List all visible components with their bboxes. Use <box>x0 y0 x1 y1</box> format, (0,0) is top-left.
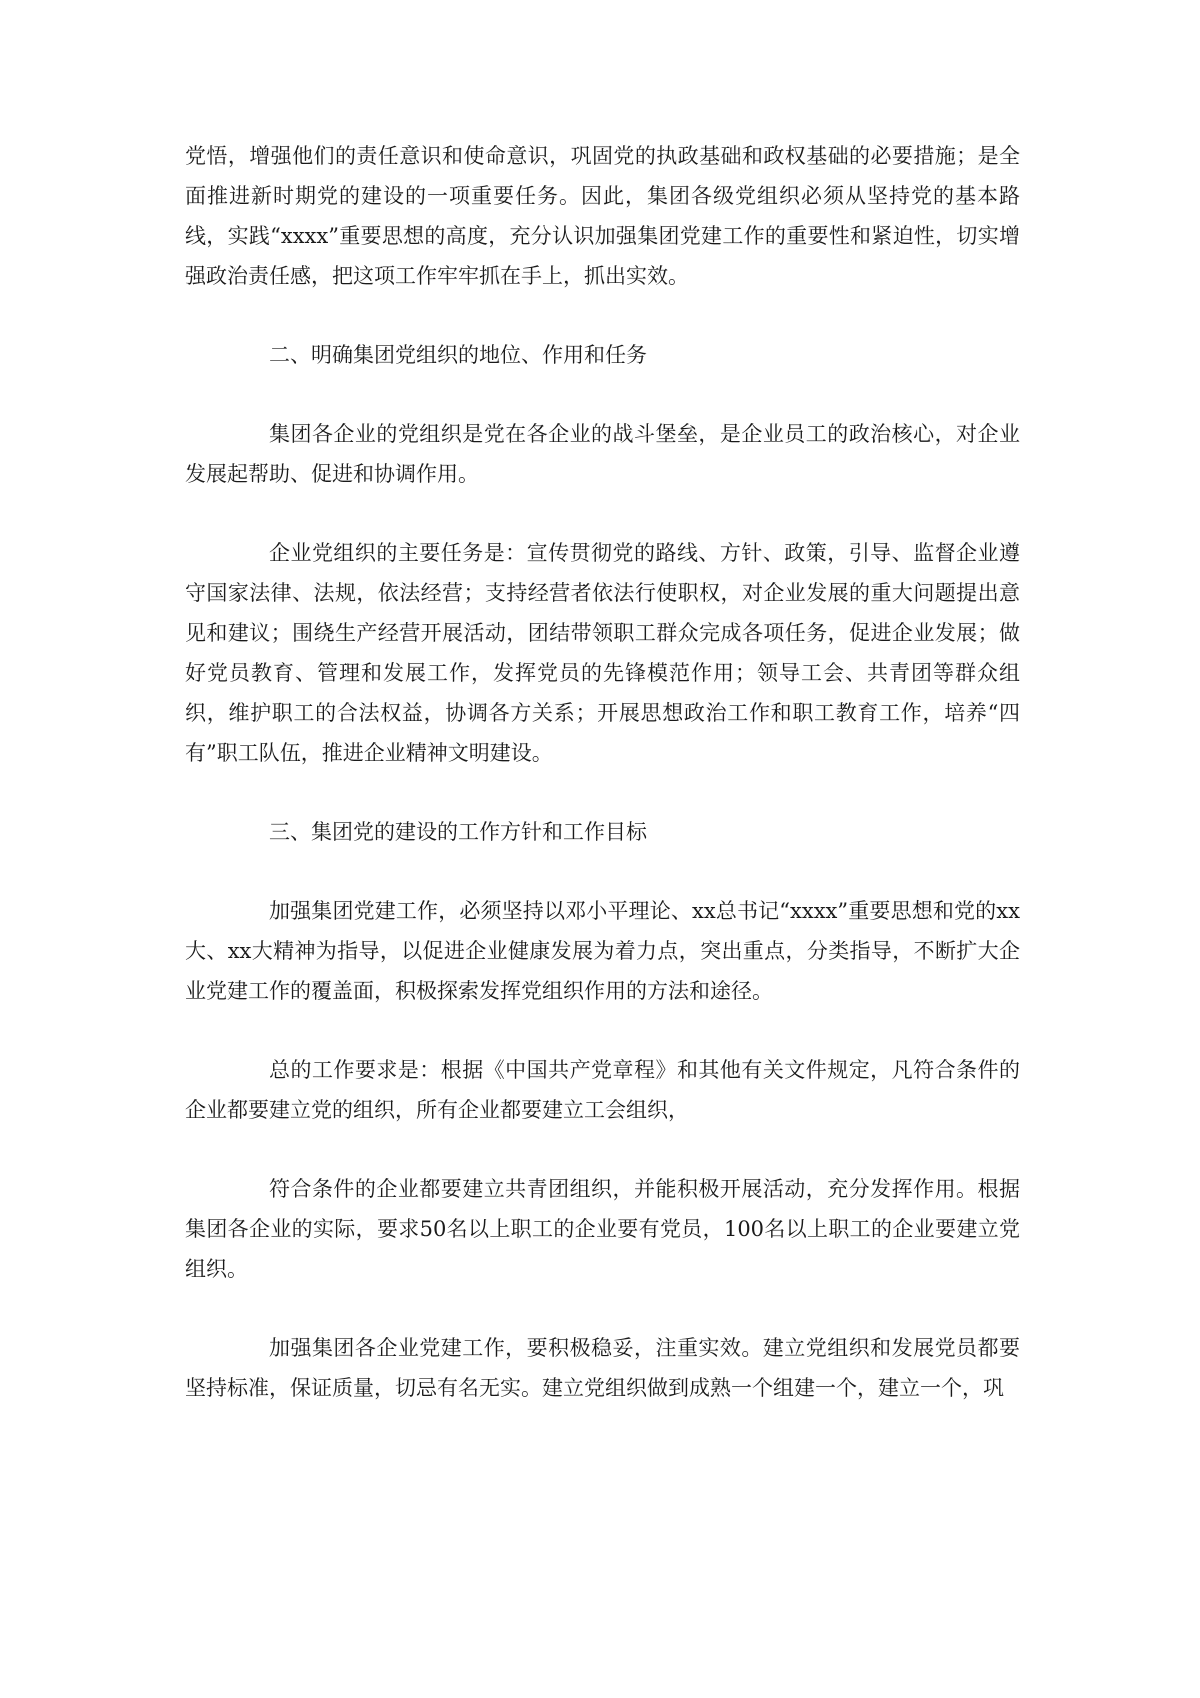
body-paragraph: 加强集团各企业党建工作，要积极稳妥，注重实效。建立党组织和发展党员都要坚持标准，保证质量，切忌有名无实。建立党组织做到成熟一个组建一个，建立一个，巩 <box>185 1336 1020 1400</box>
body-paragraph: 集团各企业的党组织是党在各企业的战斗堡垒，是企业员工的政治核心，对企业发展起帮助、促进和协调作用。 <box>185 422 1020 486</box>
document-page <box>185 136 1020 1408</box>
body-paragraph: 企业党组织的主要任务是：宣传贯彻党的路线、方针、政策，引导、监督企业遵守国家法律、法规，依法经营；支持经营者依法行使职权，对企业发展的重大问题提出意见和建议；围绕生产经营开展活动，团结带领职工群众完成各项任务，促进企业发展；做好党员教育、管理和发展工作，发挥党员的先锋模范作用；领导工会、共青团等群众组织，维护职工的合法权益，协调各方关系；开展思想政治工作和职工教育工作，培养“四有”职工队伍，推进企业精神文明建设。 <box>185 541 1020 765</box>
section-heading-2: 二、明确集团党组织的地位、作用和任务 <box>269 343 647 367</box>
section-heading-3: 三、集团党的建设的工作方针和工作目标 <box>269 820 647 844</box>
body-paragraph: 符合条件的企业都要建立共青团组织，并能积极开展活动，充分发挥作用。根据集团各企业的实际，要求50名以上职工的企业要有党员，100名以上职工的企业要建立党组织。 <box>185 1177 1020 1281</box>
body-paragraph: 总的工作要求是：根据《中国共产党章程》和其他有关文件规定，凡符合条件的企业都要建立党的组织，所有企业都要建立工会组织， <box>185 1058 1020 1122</box>
body-paragraph-continued: 党悟，增强他们的责任意识和使命意识，巩固党的执政基础和政权基础的必要措施；是全面推进新时期党的建设的一项重要任务。因此，集团各级党组织必须从坚持党的基本路线，实践“xxxx”重要思想的高度，充分认识加强集团党建工作的重要性和紧迫性，切实增强政治责任感，把这项工作牢牢抓在手上，抓出实效。 <box>185 144 1020 288</box>
body-paragraph: 加强集团党建工作，必须坚持以邓小平理论、xx总书记“xxxx”重要思想和党的xx大、xx大精神为指导，以促进企业健康发展为着力点，突出重点，分类指导，不断扩大企业党建工作的覆盖面，积极探索发挥党组织作用的方法和途径。 <box>185 899 1020 1003</box>
